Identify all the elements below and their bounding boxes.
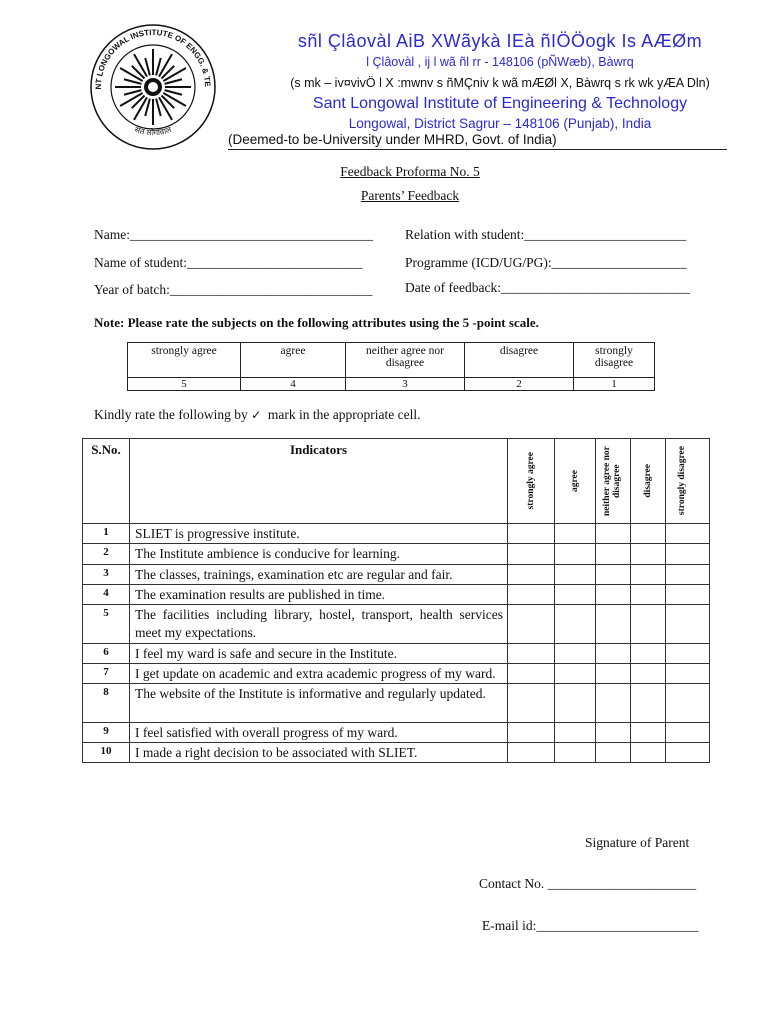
check-mark-icon: ✓: [251, 408, 262, 422]
rating-cell[interactable]: [555, 564, 596, 584]
rating-cell[interactable]: [596, 584, 631, 604]
indicator-text: I get update on academic and extra academic progress of my ward.: [130, 664, 508, 684]
logo-ring-text-hindi: संत लौंगोवाल: [133, 124, 173, 138]
rating-cell[interactable]: [555, 664, 596, 684]
scale-value: 4: [241, 378, 346, 391]
scale-label: agree: [241, 343, 346, 378]
table-row: [83, 605, 710, 644]
relation-field[interactable]: Relation with student:________________________: [405, 227, 687, 242]
batch-field[interactable]: Year of batch:______________________________: [94, 282, 373, 297]
col-strongly-disagree-header: strongly disagree: [666, 439, 710, 524]
scale-table: [127, 342, 655, 391]
row-number: 5: [83, 605, 130, 644]
table-row: [83, 544, 710, 564]
row-number: 9: [83, 722, 130, 742]
table-row: [83, 684, 710, 722]
indicator-text: The website of the Institute is informative and regularly updated.: [130, 684, 508, 722]
rating-cell[interactable]: [631, 544, 666, 564]
instruction-text-end: mark in the appropriate cell.: [261, 407, 421, 422]
rating-cell[interactable]: [555, 643, 596, 663]
programme-field[interactable]: Programme (ICD/UG/PG):____________________: [405, 255, 687, 270]
col-disagree-header: disagree: [631, 439, 666, 524]
indicator-text: The Institute ambience is conducive for learning.: [130, 544, 508, 564]
instruction-text: Kindly rate the following by: [94, 407, 252, 422]
contact-field[interactable]: Contact No. ______________________: [479, 876, 697, 891]
header-divider: [228, 149, 727, 150]
rating-cell[interactable]: [508, 643, 555, 663]
rating-cell[interactable]: [666, 664, 710, 684]
instruction: [94, 407, 420, 423]
row-number: 8: [83, 684, 130, 722]
scale-label: disagree: [465, 343, 574, 378]
indicator-text: The facilities including library, hostel, transport, health services meet my expectations.: [130, 605, 508, 644]
rating-cell[interactable]: [666, 722, 710, 742]
rating-cell[interactable]: [666, 605, 710, 644]
rating-cell[interactable]: [666, 742, 710, 762]
rating-cell[interactable]: [666, 564, 710, 584]
row-number: 7: [83, 664, 130, 684]
row-number: 1: [83, 524, 130, 544]
rating-cell[interactable]: [596, 605, 631, 644]
row-number: 10: [83, 742, 130, 762]
proforma-title: Feedback Proforma No. 5: [340, 164, 480, 179]
hindi-address: l Çlâovàl , ij l wã ñl rr - 148106 (pÑWæb), Bàwrq: [366, 55, 634, 69]
hindi-institute-name: sñl Çlâovàl AiB XWãykà IEà ñIÖÖogk Is AÆØm: [297, 31, 703, 51]
scale-label: neither agree nor disagree: [346, 343, 465, 378]
row-number: 3: [83, 564, 130, 584]
table-row: [83, 722, 710, 742]
logo-ring-text: NT LONGOWAL INSTITUTE OF ENGG. & TE: [93, 27, 213, 90]
rating-cell[interactable]: [596, 742, 631, 762]
scale-value: 1: [574, 378, 655, 391]
rating-cell[interactable]: [666, 524, 710, 544]
table-row: [83, 643, 710, 663]
form-subtitle: Parents’ Feedback: [360, 188, 460, 203]
rating-cell[interactable]: [631, 524, 666, 544]
rating-cell[interactable]: [631, 643, 666, 663]
rating-cell[interactable]: [555, 524, 596, 544]
rating-cell[interactable]: [596, 722, 631, 742]
rating-cell[interactable]: [596, 544, 631, 564]
table-row: [83, 524, 710, 544]
name-field[interactable]: Name:____________________________________: [94, 227, 373, 242]
rating-cell[interactable]: [631, 664, 666, 684]
rating-cell[interactable]: [596, 664, 631, 684]
col-neither-header: neither agree nor disagree: [596, 439, 631, 524]
hindi-deemed-note: (s mk – iv¤vivÖ l X :mwnv s ñMÇniv k wã mÆØl X, Bàwrq s rk wk yÆA Dln): [290, 76, 710, 90]
rating-cell[interactable]: [631, 564, 666, 584]
deemed-university-note: (Deemed-to be-University under MHRD, Govt. of India): [228, 132, 557, 147]
student-name-field[interactable]: Name of student:__________________________: [94, 255, 363, 270]
table-row: [83, 564, 710, 584]
indicator-text: I feel satisfied with overall progress of my ward.: [130, 722, 508, 742]
table-row: [83, 584, 710, 604]
rating-cell[interactable]: [596, 684, 631, 722]
institute-address: Longowal, District Sagrur – 148106 (Punjab), India: [348, 116, 652, 131]
rating-cell[interactable]: [666, 544, 710, 564]
indicator-text: SLIET is progressive institute.: [130, 524, 508, 544]
rating-cell[interactable]: [666, 584, 710, 604]
institute-logo: [88, 22, 218, 152]
rating-cell[interactable]: [631, 742, 666, 762]
rating-cell[interactable]: [666, 643, 710, 663]
rating-cell[interactable]: [508, 722, 555, 742]
rating-cell[interactable]: [555, 544, 596, 564]
institute-name: Sant Longowal Institute of Engineering & Technology: [312, 95, 688, 112]
rating-cell[interactable]: [508, 742, 555, 762]
scale-value: 5: [128, 378, 241, 391]
scale-value: 3: [346, 378, 465, 391]
row-number: 6: [83, 643, 130, 663]
rating-cell[interactable]: [508, 564, 555, 584]
indicator-text: I feel my ward is safe and secure in the Institute.: [130, 643, 508, 663]
table-row: [83, 664, 710, 684]
col-sno-header: S.No.: [83, 439, 130, 524]
rating-cell[interactable]: [596, 524, 631, 544]
col-agree-header: agree: [555, 439, 596, 524]
rating-cell[interactable]: [508, 684, 555, 722]
scale-label: strongly disagree: [574, 343, 655, 378]
row-number: 2: [83, 544, 130, 564]
signature-label: Signature of Parent: [585, 835, 690, 850]
rating-cell[interactable]: [631, 722, 666, 742]
rating-cell[interactable]: [508, 605, 555, 644]
indicator-text: The examination results are published in time.: [130, 584, 508, 604]
rating-cell[interactable]: [555, 584, 596, 604]
rating-cell[interactable]: [508, 584, 555, 604]
rating-cell[interactable]: [666, 684, 710, 722]
rating-cell[interactable]: [508, 544, 555, 564]
rating-cell[interactable]: [555, 684, 596, 722]
rating-cell[interactable]: [596, 564, 631, 584]
rating-cell[interactable]: [508, 664, 555, 684]
rating-cell[interactable]: [631, 684, 666, 722]
rating-cell[interactable]: [631, 584, 666, 604]
indicator-text: I made a right decision to be associated with SLIET.: [130, 742, 508, 762]
email-field[interactable]: E-mail id:________________________: [482, 918, 699, 933]
rating-cell[interactable]: [555, 722, 596, 742]
svg-text:संत लौंगोवाल: [134, 125, 174, 138]
rating-cell[interactable]: [631, 605, 666, 644]
feedback-table: [82, 438, 710, 763]
date-field[interactable]: Date of feedback:____________________________: [405, 280, 690, 295]
rating-cell[interactable]: [555, 605, 596, 644]
rating-cell[interactable]: [508, 524, 555, 544]
col-strongly-agree-header: strongly agree: [508, 439, 555, 524]
row-number: 4: [83, 584, 130, 604]
scale-value: 2: [465, 378, 574, 391]
rating-cell[interactable]: [555, 742, 596, 762]
scale-note: Note: Please rate the subjects on the following attributes using the 5 -point scale.: [94, 315, 539, 330]
scale-label: strongly agree: [128, 343, 241, 378]
indicator-text: The classes, trainings, examination etc are regular and fair.: [130, 564, 508, 584]
rating-cell[interactable]: [596, 643, 631, 663]
table-row: [83, 742, 710, 762]
col-indicators-header: Indicators: [130, 439, 508, 524]
